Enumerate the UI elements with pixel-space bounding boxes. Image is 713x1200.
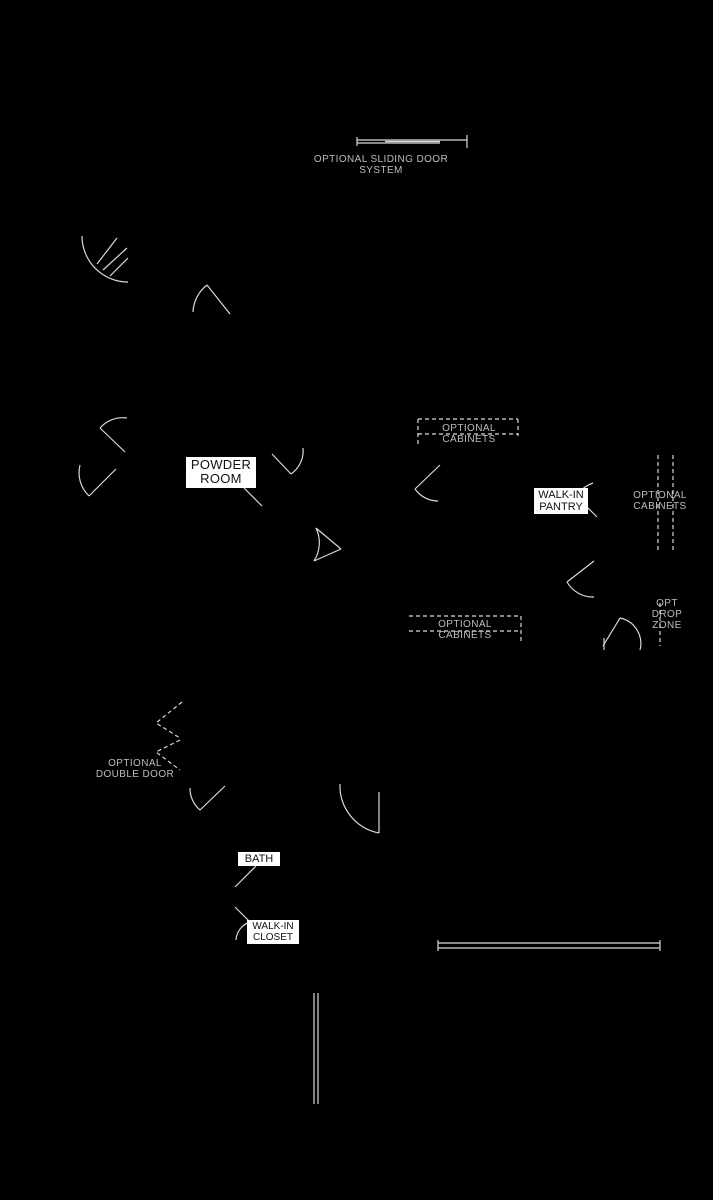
label-walk-in-pantry: WALK-IN PANTRY	[534, 488, 588, 514]
powder-room-door-leaf	[244, 488, 262, 506]
door-swing-bedroom	[340, 784, 379, 833]
label-optional-sliding-door-system: OPTIONAL SLIDING DOOR SYSTEM	[313, 154, 449, 176]
door-swing-lower-left	[190, 786, 225, 810]
label-opt-drop-zone: OPT DROP ZONE	[651, 598, 683, 631]
door-swing-left-2	[79, 465, 116, 496]
label-optional-cabinets-right: OPTIONAL CABINETS	[633, 490, 687, 512]
label-optional-cabinets-bottom: OPTIONAL CABINETS	[438, 619, 492, 641]
label-walk-in-closet: WALK-IN CLOSET	[247, 920, 299, 944]
label-bath: BATH	[238, 852, 280, 866]
window-lower-right	[438, 940, 660, 951]
label-optional-cabinets-top: OPTIONAL CABINETS	[442, 423, 496, 445]
bath-door-leaf	[235, 866, 256, 887]
door-swing-drop-zone	[603, 618, 641, 650]
door-swing-powder-room-top	[272, 448, 303, 474]
door-swing-right-lower	[567, 561, 594, 597]
door-swing-kitchen	[415, 465, 440, 501]
door-swing-top-center	[193, 285, 230, 314]
sliding-door-system	[357, 135, 467, 148]
door-swing-center	[314, 528, 341, 561]
label-optional-double-door: OPTIONAL DOUBLE DOOR	[95, 758, 175, 780]
door-swing-upper-left	[82, 236, 128, 282]
label-powder-room: POWDER ROOM	[186, 457, 256, 488]
wall-lower-vertical	[314, 993, 318, 1104]
door-swing-left-1	[100, 418, 127, 452]
